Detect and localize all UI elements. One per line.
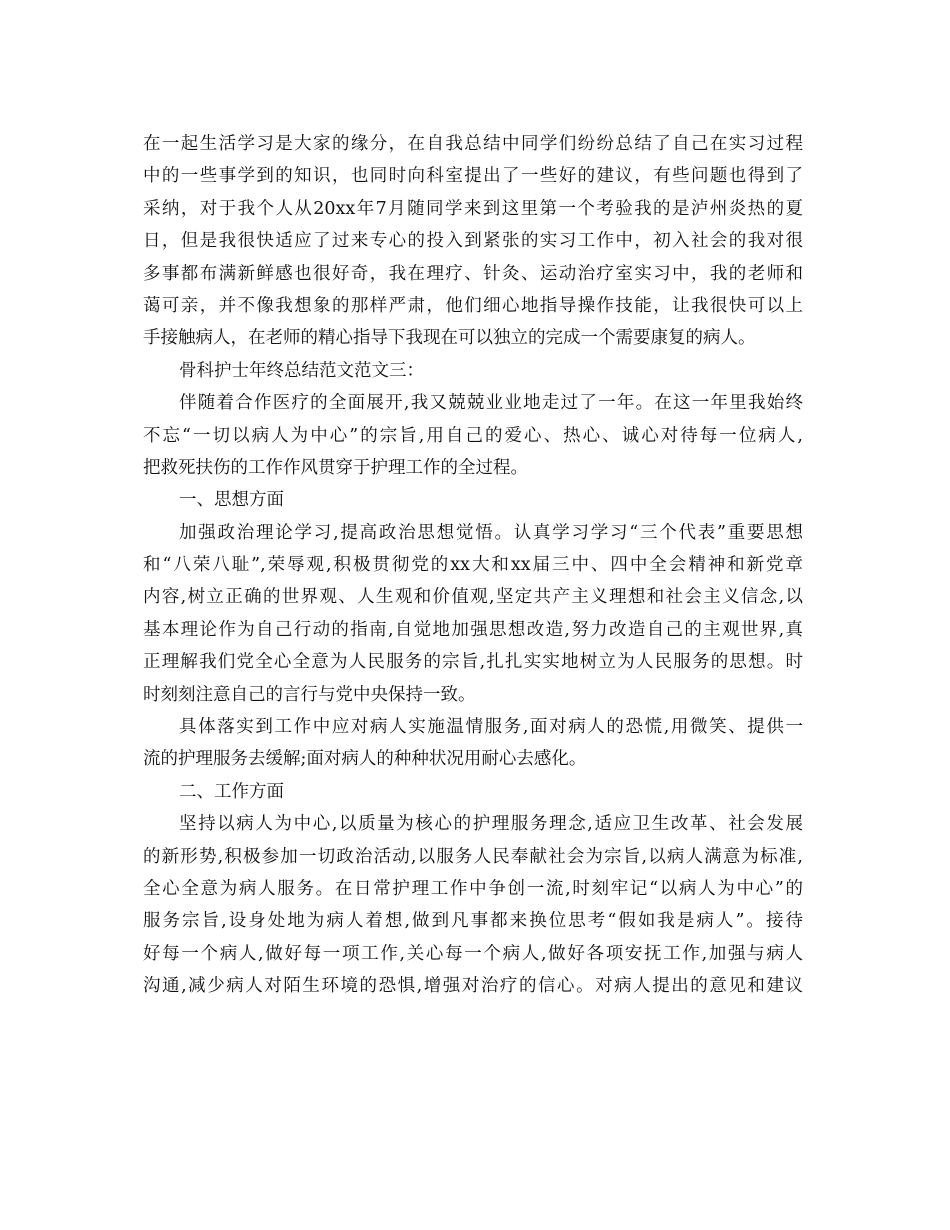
text-line: 坚持以病人为中心,以质量为核心的护理服务理念,适应卫生改革、社会发展 xyxy=(179,814,803,835)
paragraph-section-two-body xyxy=(143,808,803,1002)
paragraph-section-one-body xyxy=(143,517,803,711)
text-line: 内容,树立正确的世界观、人生观和价值观,坚定共产主义理想和社会主义信念,以 xyxy=(143,587,803,608)
text-line: 流的护理服务去缓解;面对病人的种种状况用耐心去感化。 xyxy=(143,749,587,770)
text-line: 伴随着合作医疗的全面展开,我又兢兢业业地走过了一年。在这一年里我始终 xyxy=(179,393,803,414)
text-line: 不忘“一切以病人为中心”的宗旨,用自己的爱心、热心、诚心对待每一位病人, xyxy=(143,425,803,446)
text-line: 基本理论作为自己行动的指南,自觉地加强思想改造,努力改造自己的主观世界,真 xyxy=(143,619,803,640)
text-line: 正理解我们党全心全意为人民服务的宗旨,扎扎实实地树立为人民服务的思想。时 xyxy=(143,652,803,673)
text-line: 的新形势,积极参加一切政治活动,以服务人民奉献社会为宗旨,以病人满意为标准, xyxy=(143,846,803,867)
text-line: 日，但是我很快适应了过来专心的投入到紧张的实习工作中，初入社会的我对很 xyxy=(143,231,803,252)
text-line: 具体落实到工作中应对病人实施温情服务,面对病人的恐慌,用微笑、提供一 xyxy=(179,717,803,738)
text-line: 二、工作方面 xyxy=(179,781,284,802)
text-line: 中的一些事学到的知识，也同时向科室提出了一些好的建议，有些问题也得到了 xyxy=(143,166,803,187)
text-line: 把救死扶伤的工作作风贯穿于护理工作的全过程。 xyxy=(143,457,528,478)
paragraph-section-one-practice xyxy=(143,711,803,776)
text-line: 全心全意为病人服务。在日常护理工作中争创一流,时刻牢记“以病人为中心”的 xyxy=(143,878,803,899)
text-line: 骨科护士年终总结范文范文三： xyxy=(179,360,424,381)
text-line: 和“八荣八耻”,荣辱观,积极贯彻党的xx大和xx届三中、四中全会精神和新党章 xyxy=(143,555,803,576)
text-line: 服务宗旨,设身处地为病人着想,做到凡事都来换位思考“假如我是病人”。接待 xyxy=(143,911,803,932)
paragraph-sample-three-title xyxy=(143,355,803,387)
text-line: 沟通,减少病人对陌生环境的恐惧,增强对治疗的信心。对病人提出的意见和建议 xyxy=(143,976,803,997)
text-line: 采纳，对于我个人从20xx年7月随同学来到这里第一个考验我的是泸州炎热的夏 xyxy=(143,198,803,219)
text-line: 手接触病人，在老师的精心指导下我现在可以独立的完成一个需要康复的病人。 xyxy=(143,328,756,349)
text-line: 时刻刻注意自己的言行与党中央保持一致。 xyxy=(143,684,476,705)
paragraph-section-two-heading xyxy=(143,776,803,808)
document-body xyxy=(143,128,803,1003)
text-line: 加强政治理论学习,提高政治思想觉悟。认真学习学习“三个代表”重要思想 xyxy=(179,522,803,543)
text-line: 好每一个病人,做好每一项工作,关心每一个病人,做好各项安抚工作,加强与病人 xyxy=(143,943,803,964)
text-line: 在一起生活学习是大家的缘分，在自我总结中同学们纷纷总结了自己在实习过程 xyxy=(143,134,803,154)
text-line: 一、思想方面 xyxy=(179,490,284,511)
text-line: 多事都布满新鲜感也很好奇，我在理疗、针灸、运动治疗室实习中，我的老师和 xyxy=(143,263,803,284)
paragraph-intro-continued xyxy=(143,128,803,355)
paragraph-section-one-heading xyxy=(143,484,803,516)
text-line: 蔼可亲，并不像我想象的那样严肃，他们细心地指导操作技能，让我很快可以上 xyxy=(143,295,803,316)
paragraph-sample-three-opening xyxy=(143,387,803,484)
